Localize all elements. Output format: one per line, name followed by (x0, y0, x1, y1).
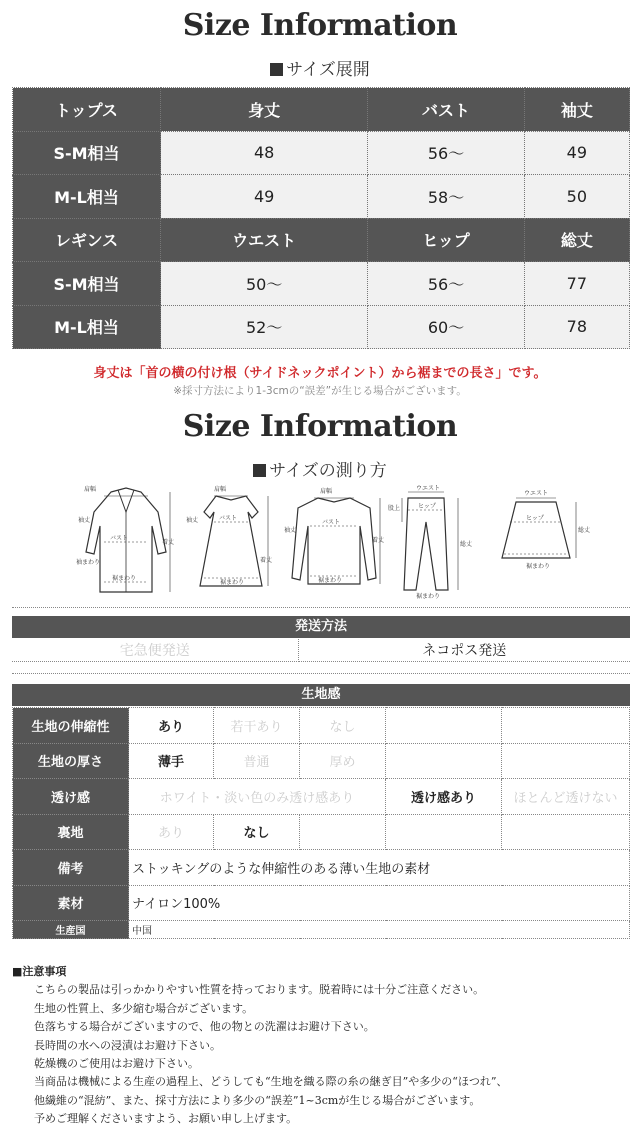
col-waist: ウエスト (161, 218, 368, 262)
caution-line: 乾燥機のご使用はお避け下さい。 (34, 1057, 199, 1071)
label-length: 着丈 (162, 539, 175, 546)
row-label: S-M相当 (13, 131, 161, 175)
empty-cell (502, 743, 630, 779)
label-bust: バスト (219, 515, 238, 522)
tops-header: トップス (13, 88, 161, 132)
table-row (13, 175, 630, 219)
row-label: M-L相当 (13, 175, 161, 219)
col-bust: バスト (368, 88, 524, 132)
table-cell: 52〜 (161, 305, 368, 349)
col-sleeve: 袖丈 (524, 88, 629, 132)
table-cell: 58〜 (368, 175, 524, 219)
label-hem: 裾まわり (318, 577, 343, 584)
stretch-yes: あり (129, 708, 214, 744)
caution-notes (12, 963, 632, 1129)
leggings-header-row (13, 218, 630, 262)
row-label: M-L相当 (13, 305, 161, 349)
label-hem: 裾まわり (112, 575, 137, 582)
empty-cell (386, 708, 502, 744)
col-hip: ヒップ (368, 218, 524, 262)
sheer-yes: 透け感あり (386, 779, 502, 815)
table-cell: 78 (524, 305, 629, 349)
caution-line: 当商品は機械による生産の過程上、どうしても“生地を織る際の糸の継ぎ目”や多少の“ほつれ”、 (34, 1075, 508, 1089)
empty-cell (386, 743, 502, 779)
fabric-title: 生地感 (12, 684, 630, 706)
row-label: 生産国 (13, 921, 129, 939)
label-sleeve-hem: 袖まわり (76, 559, 101, 566)
lining-no: なし (214, 814, 300, 850)
empty-cell (502, 814, 630, 850)
caution-line: 予めご理解くださいますよう、お願い申し上げます。 (34, 1112, 298, 1126)
shipping-title: 発送方法 (12, 616, 630, 638)
row-label: 素材 (13, 885, 129, 921)
fabric-table (12, 707, 630, 939)
table-row (13, 850, 630, 886)
label-sleeve: 袖丈 (186, 517, 199, 524)
thickness-normal: 普通 (214, 743, 300, 779)
remarks-value: ストッキングのような伸縮性のある薄い生地の素材 (129, 850, 630, 886)
divider (12, 607, 630, 608)
label-waist: ウエスト (524, 490, 549, 497)
col-length: 身丈 (161, 88, 368, 132)
square-icon (270, 63, 283, 76)
shipping-option-nekopos: ネコポス発送 (298, 639, 630, 661)
material-value: ナイロン100% (129, 885, 630, 921)
label-total: 総丈 (460, 541, 473, 548)
table-cell: 50 (524, 175, 629, 219)
table-row (13, 743, 630, 779)
table-cell: 50〜 (161, 262, 368, 306)
leggings-header: レギンス (13, 218, 161, 262)
empty-cell (386, 814, 502, 850)
caution-line: 生地の性質上、多少縮む場合がございます。 (34, 1001, 254, 1015)
table-cell: 56〜 (368, 262, 524, 306)
col-total-length: 総丈 (524, 218, 629, 262)
dress-diagram (186, 482, 276, 600)
label-sleeve: 袖丈 (78, 517, 91, 524)
sheer-light-colors: ホワイト・淡い色のみ透け感あり (129, 779, 386, 815)
label-shoulder: 肩幅 (84, 486, 97, 493)
divider (12, 673, 630, 674)
thickness-thick: 厚め (300, 743, 386, 779)
top-diagram (284, 482, 384, 600)
label-bust: バスト (322, 519, 341, 526)
table-row (13, 921, 630, 939)
empty-cell (502, 708, 630, 744)
table-cell: 49 (161, 175, 368, 219)
thickness-thin: 薄手 (129, 743, 214, 779)
skirt-diagram (486, 482, 591, 600)
measure-subtitle: サイズの測り方 (0, 456, 640, 481)
label-rise: 股上 (388, 505, 401, 512)
size-subtitle: サイズ展開 (0, 55, 640, 80)
table-row (13, 779, 630, 815)
empty-cell (300, 814, 386, 850)
size-table (12, 87, 630, 349)
caution-line: 色落ちする場合がございますので、他の物との洗濯はお避け下さい。 (34, 1020, 375, 1034)
caution-line: 長時間の水への浸漬はお避け下さい。 (34, 1038, 221, 1052)
label-hip: ヒップ (418, 503, 436, 510)
table-cell: 56〜 (368, 131, 524, 175)
label-total: 総丈 (578, 527, 591, 534)
table-row (13, 131, 630, 175)
table-cell: 48 (161, 131, 368, 175)
row-label: 透け感 (13, 779, 129, 815)
table-row (13, 814, 630, 850)
size-info-title-2: Size Information (182, 409, 458, 444)
label-sleeve: 袖丈 (284, 527, 297, 534)
caution-title: ■注意事項 (12, 965, 67, 978)
table-cell: 60〜 (368, 305, 524, 349)
label-waist: ウエスト (416, 485, 441, 492)
origin-value: 中国 (129, 921, 630, 939)
caution-line: こちらの製品は引っかかりやすい性質を持っております。脱着時には十分ご注意ください。 (34, 983, 485, 997)
label-hem: 裾まわり (220, 579, 245, 586)
stretch-no: なし (300, 708, 386, 744)
row-label: 生地の伸縮性 (13, 708, 129, 744)
label-shoulder: 肩幅 (214, 486, 227, 493)
row-label: 裏地 (13, 814, 129, 850)
caution-line: 他繊維の“混紡”、また、採寸方法により多少の“誤差”1~3cmが生じる場合がございます。 (34, 1093, 481, 1107)
sheer-hardly: ほとんど透けない (502, 779, 630, 815)
stretch-slight: 若干あり (214, 708, 300, 744)
table-row (13, 708, 630, 744)
shipping-option-takkyubin: 宅急便発送 (12, 639, 298, 661)
label-hip: ヒップ (526, 515, 544, 522)
table-cell: 49 (524, 131, 629, 175)
label-length: 着丈 (372, 537, 385, 544)
tops-header-row (13, 88, 630, 132)
table-row (13, 262, 630, 306)
label-bust: バスト (110, 535, 129, 542)
label-hem: 裾まわり (526, 563, 551, 570)
coat-diagram (76, 482, 176, 600)
row-label: 備考 (13, 850, 129, 886)
row-label: 生地の厚さ (13, 743, 129, 779)
table-row (13, 305, 630, 349)
table-cell: 77 (524, 262, 629, 306)
length-note: 身丈は「首の横の付け根（サイドネックポイント）から裾までの長さ」です。 (93, 366, 547, 381)
lining-yes: あり (129, 814, 214, 850)
label-hem: 裾まわり (416, 593, 441, 600)
shipping-table (12, 639, 630, 662)
table-row (13, 885, 630, 921)
square-icon (253, 464, 266, 477)
row-label: S-M相当 (13, 262, 161, 306)
label-length: 着丈 (260, 557, 273, 564)
leggings-diagram (386, 482, 476, 600)
error-note: ※採寸方法により1-3cmの“誤差”が生じる場合がございます。 (173, 385, 467, 397)
label-shoulder: 肩幅 (320, 488, 333, 495)
size-info-title: Size Information (182, 8, 458, 43)
